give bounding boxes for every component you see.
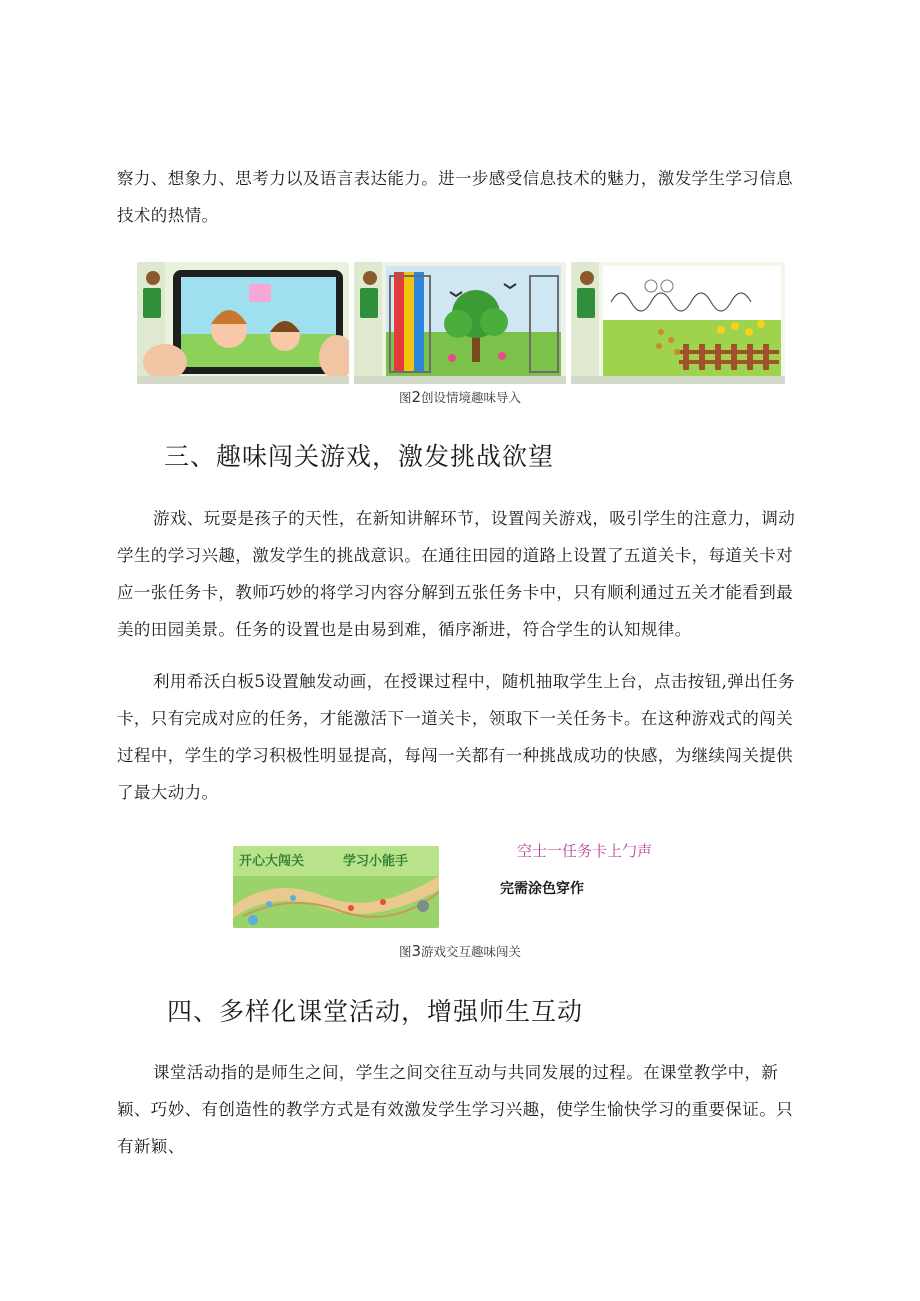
- figure-2-image-1: [137, 262, 349, 384]
- task-card-title: 空士一任务卡上勹声: [517, 842, 653, 860]
- intro-paragraph: 察力、想象力、思考力以及语言表达能力。进一步感受信息技术的魅力，激发学生学习信息技术的热情。: [117, 169, 793, 225]
- paragraph-3: 课堂活动指的是师生之间，学生之间交往互动与共同发展的过程。在课堂教学中，新颖、巧妙、有创造性的教学方式是有效激发学生学习兴趣，使学生愉快学习的重要保证。只有新颖、: [117, 1063, 793, 1156]
- game-banner-2: 学习小能手: [343, 854, 409, 869]
- figure-2-image-3: [571, 262, 785, 384]
- section-heading-4: 四、多样化课堂活动，增强师生互动: [167, 997, 584, 1026]
- caption-number: 3: [411, 942, 422, 960]
- caption-text: 游戏交互趣味闯关: [421, 944, 522, 959]
- caption-number: 2: [411, 388, 422, 406]
- paragraph-1: 游戏、玩耍是孩子的天性，在新知讲解环节，设置闯关游戏，吸引学生的注意力，调动学生的学习兴趣，激发学生的挑战意识。在通往田园的道路上设置了五道关卡，每道关卡对应一张任务卡，教师巧妙的将学习内容分解到五张任务卡中，只有顺利通过五关才能看到最美的田园美景。任务的设置也是由易到难，循序渐进，符合学生的认知规律。: [117, 509, 796, 639]
- caption-prefix: 图: [398, 944, 412, 959]
- section-heading-3: 三、趣味闯关游戏，激发挑战欲望: [164, 442, 555, 471]
- figure-3-caption: [0, 942, 920, 960]
- figure-3-image: [233, 846, 439, 928]
- paragraph-2: 利用希沃白板5设置触发动画，在授课过程中，随机抽取学生上台，点击按钮,弹出任务卡，只有完成对应的任务，才能激活下一道关卡，领取下一关任务卡。在这种游戏式的闯关过程中，学生的学习积极性明显提高，每闯一关都有一种挑战成功的快感，为继续闯关提供了最大动力。: [117, 672, 795, 802]
- caption-prefix: 图: [398, 390, 412, 405]
- figure-2-caption: [0, 388, 920, 406]
- caption-text: 创设情境趣味导入: [421, 390, 522, 405]
- task-card-subtitle: 完需涂色穿作: [500, 881, 584, 897]
- figure-2-image-2: [354, 262, 566, 384]
- game-banner: 开心大闯关: [239, 854, 305, 869]
